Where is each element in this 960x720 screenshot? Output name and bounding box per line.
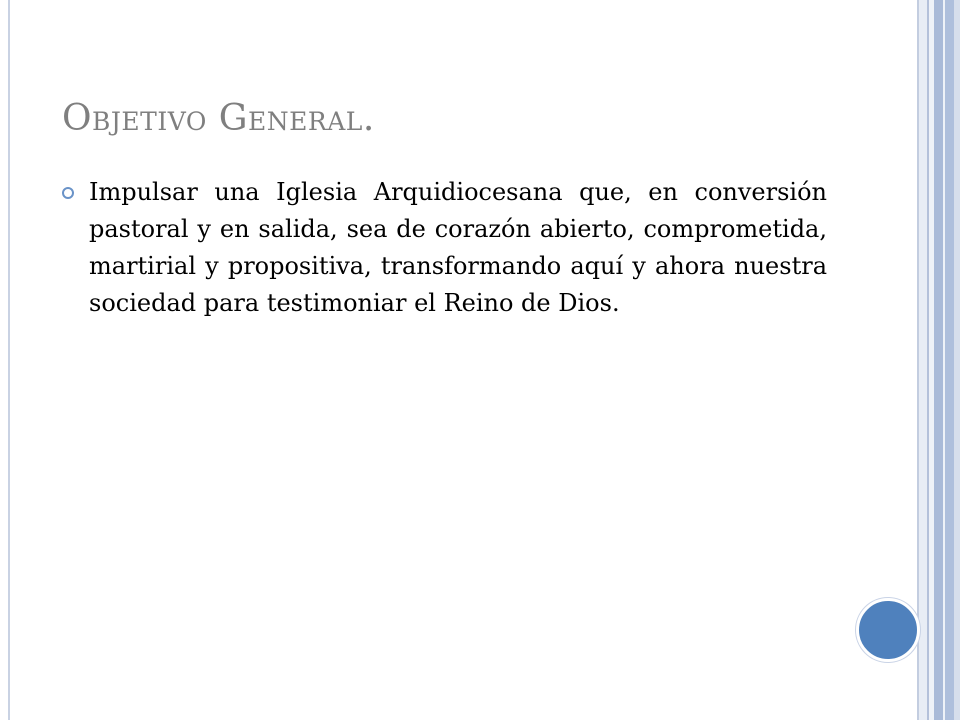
ring-bullet-icon [62,187,74,199]
decorative-stripe [934,0,943,720]
slide-body [62,174,827,322]
decorative-stripe [954,0,960,720]
slide-title: Objetivo General. [62,98,375,139]
bullet-text: Impulsar una Iglesia Arquidiocesana que, en conversión pastoral y en salida, sea de corazón abierto, comprometida, martirial y propositiva, transformando aquí y ahora nuestra sociedad para testimoniar el Reino de Dios. [89,178,827,317]
decorative-stripe [919,0,927,720]
accent-circle [856,598,920,662]
decorative-stripe [945,0,954,720]
left-border-line [8,0,10,720]
bullet-item [62,174,827,322]
